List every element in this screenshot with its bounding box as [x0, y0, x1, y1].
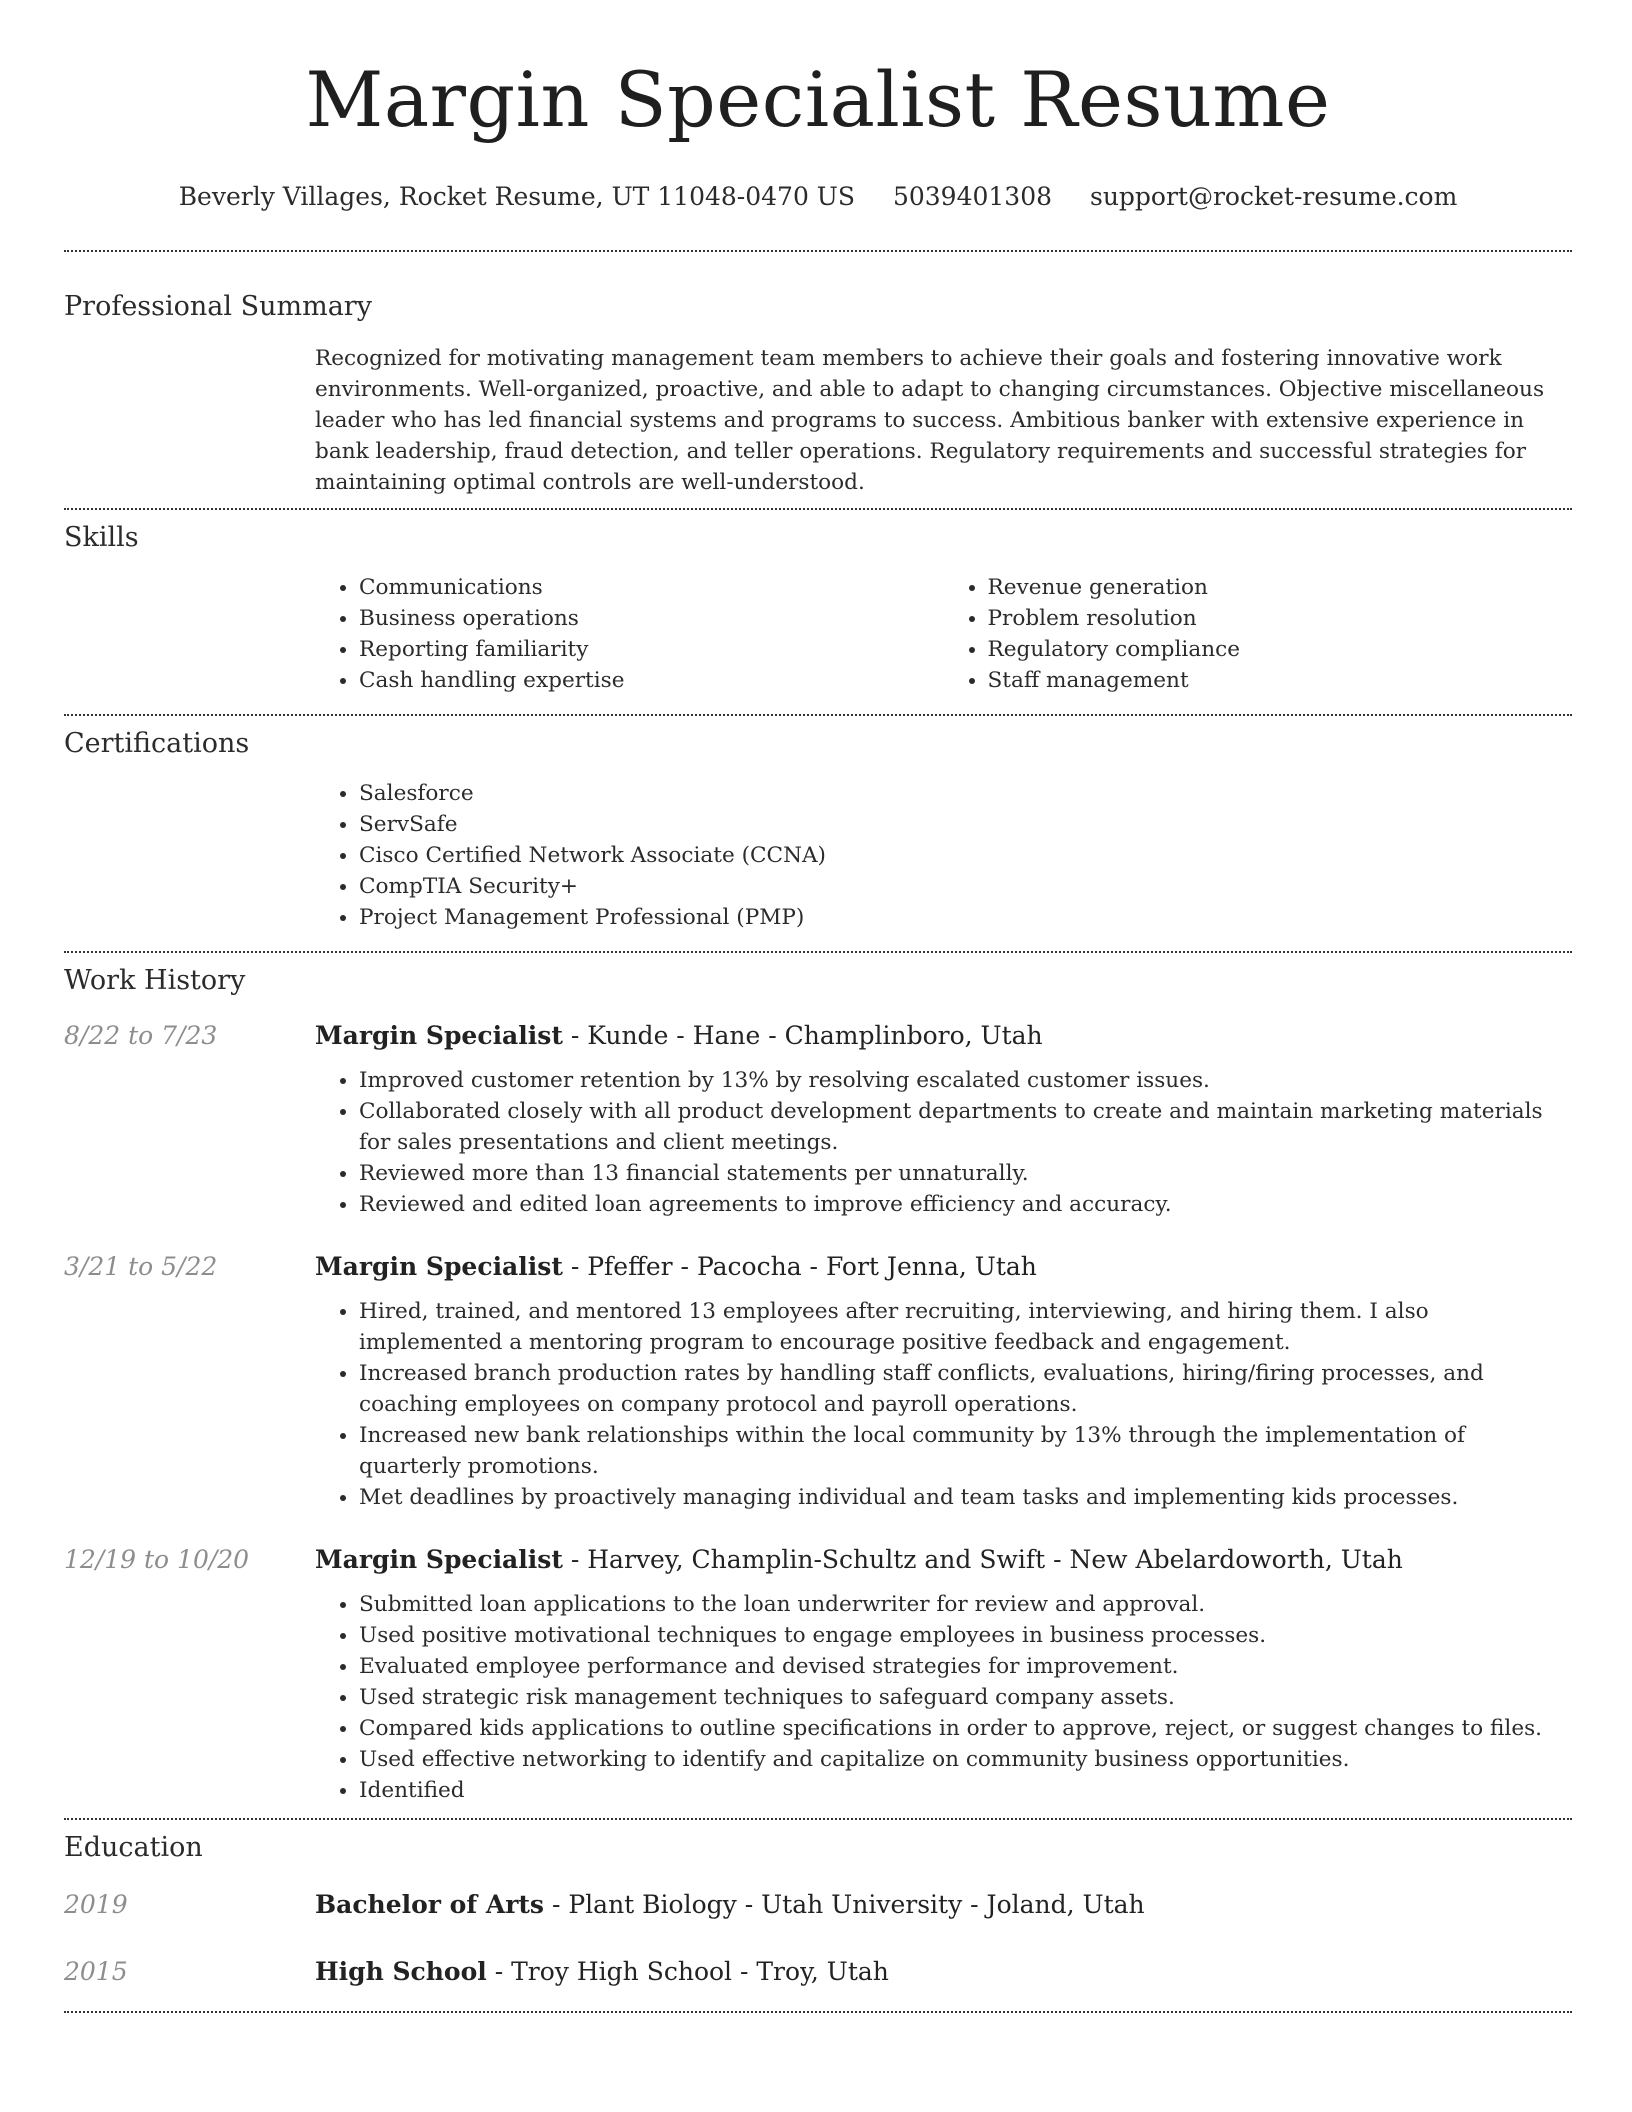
job-dates: 12/19 to 10/20: [64, 1545, 250, 1574]
job-bullet: • Reviewed and edited loan agreements to improve efficiency and accuracy.: [359, 1189, 1572, 1220]
contact-email: support@rocket-resume.com: [1089, 182, 1458, 211]
job-title: [315, 1250, 1037, 1284]
section-heading-skills: Skills: [64, 522, 139, 553]
job-bullet: • Met deadlines by proactively managing individual and team tasks and implementing kids processes.: [359, 1482, 1572, 1513]
job-role: Margin Specialist: [315, 1252, 563, 1281]
job-title: [315, 1019, 1043, 1053]
job-bullet: • Used strategic risk management techniques to safeguard company assets.: [359, 1682, 1572, 1713]
skill-item: • Reporting familiarity: [359, 634, 944, 665]
education-year: 2015: [64, 1957, 128, 1986]
skills-list-left: [315, 572, 944, 696]
job-bullet: • Evaluated employee performance and devised strategies for improvement.: [359, 1651, 1572, 1682]
divider: [64, 250, 1572, 252]
job-dates: 3/21 to 5/22: [64, 1252, 218, 1281]
skill-item: • Revenue generation: [988, 572, 1573, 603]
education-section: [64, 1830, 1572, 1989]
skills-section: [64, 520, 1572, 696]
summary-text: Recognized for motivating management team members to achieve their goals and fostering innovative work environments. Well-organized, proactive, and able to adapt to changing circumstances. Objective miscellaneous leader who has led financial systems and programs to success. Ambitious banker with extensive experience in bank leadership, fraud detection, and teller operations. Regulatory requirements and successful strategies for maintaining optimal controls are well-understood.: [315, 346, 1545, 495]
job-bullet: • Identified: [359, 1775, 1572, 1806]
education-details: - Troy High School - Troy, Utah: [486, 1957, 889, 1986]
job-bullet: • Increased new bank relationships within the local community by 13% through the implementation of quarterly promotions.: [359, 1420, 1572, 1482]
section-heading-education: Education: [64, 1832, 203, 1863]
section-heading-certifications: Certifications: [64, 728, 250, 759]
education-year: 2019: [64, 1890, 128, 1919]
job-bullets: [315, 1589, 1572, 1806]
certifications-section: [64, 726, 1572, 933]
resume-title: Margin Specialist Resume: [305, 55, 1331, 144]
job-bullet: • Increased branch production rates by handling staff conflicts, evaluations, hiring/firing processes, and coaching employees on company protocol and payroll operations.: [359, 1358, 1572, 1420]
summary-section: [64, 289, 1572, 498]
divider: [64, 2011, 1572, 2013]
resume-page: [64, 0, 1572, 2013]
job-title: [315, 1543, 1403, 1577]
job-details: - Harvey, Champlin-Schultz and Swift - New Abelardoworth, Utah: [562, 1545, 1403, 1574]
divider: [64, 714, 1572, 716]
section-heading-work-history: Work History: [64, 965, 246, 996]
job-bullet: • Submitted loan applications to the loan underwriter for review and approval.: [359, 1589, 1572, 1620]
divider: [64, 951, 1572, 953]
certification-item: • ServSafe: [359, 809, 1572, 840]
job-role: Margin Specialist: [315, 1545, 563, 1574]
divider: [64, 508, 1572, 510]
skill-item: • Business operations: [359, 603, 944, 634]
skills-list-right: [944, 572, 1573, 696]
certification-item: • Salesforce: [359, 778, 1572, 809]
education-title: [315, 1955, 889, 1989]
section-heading-summary: Professional Summary: [64, 291, 372, 322]
job-details: - Kunde - Hane - Champlinboro, Utah: [562, 1021, 1043, 1050]
skill-item: • Communications: [359, 572, 944, 603]
skill-item: • Cash handling expertise: [359, 665, 944, 696]
job-bullet: • Hired, trained, and mentored 13 employees after recruiting, interviewing, and hiring them. I also implemented a mentoring program to encourage positive feedback and engagement.: [359, 1296, 1572, 1358]
education-degree: High School: [315, 1957, 487, 1986]
job-bullet: • Used effective networking to identify and capitalize on community business opportunities.: [359, 1744, 1572, 1775]
job-bullet: • Reviewed more than 13 financial statements per unnaturally.: [359, 1158, 1572, 1189]
job-bullet: • Improved customer retention by 13% by resolving escalated customer issues.: [359, 1065, 1572, 1096]
job-bullet: • Used positive motivational techniques to engage employees in business processes.: [359, 1620, 1572, 1651]
education-details: - Plant Biology - Utah University - Joland, Utah: [544, 1890, 1145, 1919]
education-degree: Bachelor of Arts: [315, 1890, 545, 1919]
certifications-list: [315, 778, 1572, 933]
certification-item: • Cisco Certified Network Associate (CCNA): [359, 840, 1572, 871]
contact-phone: 5039401308: [892, 182, 1053, 211]
certification-item: • CompTIA Security+: [359, 871, 1572, 902]
skills-grid: [315, 572, 1572, 696]
contact-address: Beverly Villages, Rocket Resume, UT 11048-0470 US: [178, 182, 856, 211]
education-title: [315, 1888, 1145, 1922]
divider: [64, 1818, 1572, 1820]
job-dates: 8/22 to 7/23: [64, 1021, 218, 1050]
certification-item: • Project Management Professional (PMP): [359, 902, 1572, 933]
job-entry: [64, 1250, 1572, 1513]
work-history-section: [64, 963, 1572, 1806]
job-entry: [64, 1543, 1572, 1806]
job-bullets: [315, 1065, 1572, 1220]
contact-line: [64, 180, 1572, 214]
job-bullets: [315, 1296, 1572, 1513]
skill-item: • Problem resolution: [988, 603, 1573, 634]
job-details: - Pfeffer - Pacocha - Fort Jenna, Utah: [562, 1252, 1037, 1281]
job-bullet: • Collaborated closely with all product development departments to create and maintain marketing materials for sales presentations and client meetings.: [359, 1096, 1572, 1158]
skill-item: • Regulatory compliance: [988, 634, 1573, 665]
job-role: Margin Specialist: [315, 1021, 563, 1050]
job-entry: [64, 1019, 1572, 1220]
skill-item: • Staff management: [988, 665, 1573, 696]
job-bullet: • Compared kids applications to outline specifications in order to approve, reject, or suggest changes to files.: [359, 1713, 1572, 1744]
education-entry: [64, 1955, 1572, 1989]
education-entry: [64, 1888, 1572, 1922]
